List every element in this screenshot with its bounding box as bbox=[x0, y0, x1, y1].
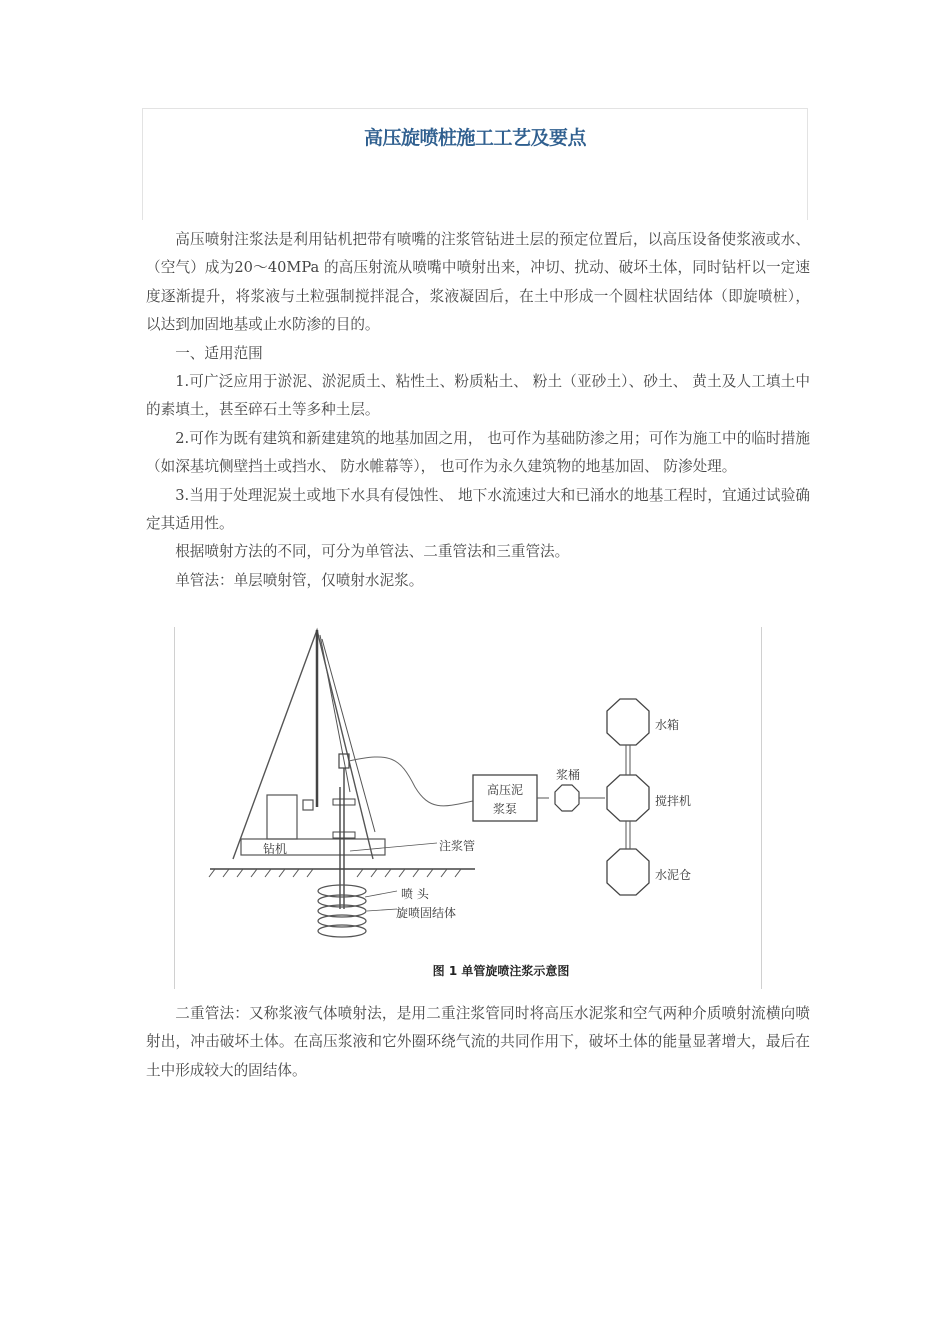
paragraph-item-1: 1.可广泛应用于淤泥、淤泥质土、粘性土、粉质粘土、 粉土（亚砂土）、砂土、 黄土及人工填土中的素填土，甚至碎石土等多种土层。 bbox=[146, 373, 810, 419]
cement-silo bbox=[607, 849, 649, 895]
title-box bbox=[142, 108, 808, 220]
nozzle-label: 喷 头 bbox=[401, 887, 429, 901]
leader-line bbox=[367, 909, 397, 911]
water-tank bbox=[607, 699, 649, 745]
cement-silo-label: 水泥仓 bbox=[655, 868, 692, 882]
pump-label-line1: 高压泥 bbox=[486, 783, 524, 797]
paragraph-item-2: 2.可作为既有建筑和新建建筑的地基加固之用， 也可作为基础防渗之用；可作为施工中的临时措施（如深基坑侧壁挡土或挡水、 防水帷幕等）， 也可作为永久建筑物的地基加固、 防渗处理。 bbox=[146, 429, 810, 476]
drill-housing bbox=[267, 795, 297, 839]
derrick-frame bbox=[233, 630, 373, 859]
jet-body-label: 旋喷固结体 bbox=[396, 906, 457, 920]
grout-pipe-label: 注浆管 bbox=[439, 839, 476, 853]
paragraph-intro: 高压喷射注浆法是利用钻机把带有喷嘴的注浆管钻进土层的预定位置后，以高压设备使浆液或水、（空气）成为20～40MPa 的高压射流从喷嘴中喷射出来，冲切、扰动、破坏土体，同时钻杆以一定速度逐渐提升，将浆液与土粒强制搅拌混合，浆液凝固后，在土中形成一个圆柱状固结体（即旋喷桩），以达到加固地基或止水防渗的目的。 bbox=[146, 231, 810, 334]
derrick-cable bbox=[322, 639, 375, 832]
paragraph-item-3: 3.当用于处理泥炭土或地下水具有侵蚀性、 地下水流速过大和已涌水的地基工程时，宜通过试验确定其适用性。 bbox=[146, 486, 810, 533]
paragraph-single-pipe: 单管法：单层喷射管，仅喷射水泥浆。 bbox=[175, 571, 424, 589]
paragraph-double-pipe: 二重管法：又称浆液气体喷射法，是用二重注浆管同时将高压水泥浆和空气两种介质喷射流横向喷射出，冲击破坏土体。在高压浆液和它外圈环绕气流的共同作用下，破坏土体的能量显著增大，最后在土中形成较大的固结体。 bbox=[146, 1005, 810, 1079]
mixer-label: 搅拌机 bbox=[655, 794, 692, 808]
leader-line bbox=[365, 891, 397, 897]
jet-grout-column bbox=[318, 885, 366, 937]
diagram-svg bbox=[175, 627, 763, 989]
water-tank-label: 水箱 bbox=[655, 718, 680, 732]
figure-caption: 图 1 单管旋喷注浆示意图 bbox=[432, 964, 570, 978]
slurry-bucket bbox=[555, 785, 579, 811]
leader-line bbox=[350, 843, 437, 851]
pump-label-line2: 浆泵 bbox=[492, 802, 518, 816]
rod-clamp bbox=[303, 800, 313, 810]
article-body-continued bbox=[146, 1000, 810, 1085]
page-title: 高压旋喷桩施工工艺及要点 bbox=[363, 127, 586, 149]
section-heading-scope: 一、适用范围 bbox=[175, 344, 263, 362]
bucket-label: 浆桶 bbox=[555, 768, 581, 782]
article-body bbox=[146, 226, 810, 595]
grout-hose bbox=[349, 757, 473, 806]
mixer-tank bbox=[607, 775, 649, 821]
single-pipe-diagram bbox=[174, 627, 762, 989]
paragraph-methods: 根据喷射方法的不同，可分为单管法、二重管法和三重管法。 bbox=[175, 543, 570, 561]
drill-label: 钻机 bbox=[263, 842, 288, 856]
ground-hatch bbox=[209, 869, 461, 877]
